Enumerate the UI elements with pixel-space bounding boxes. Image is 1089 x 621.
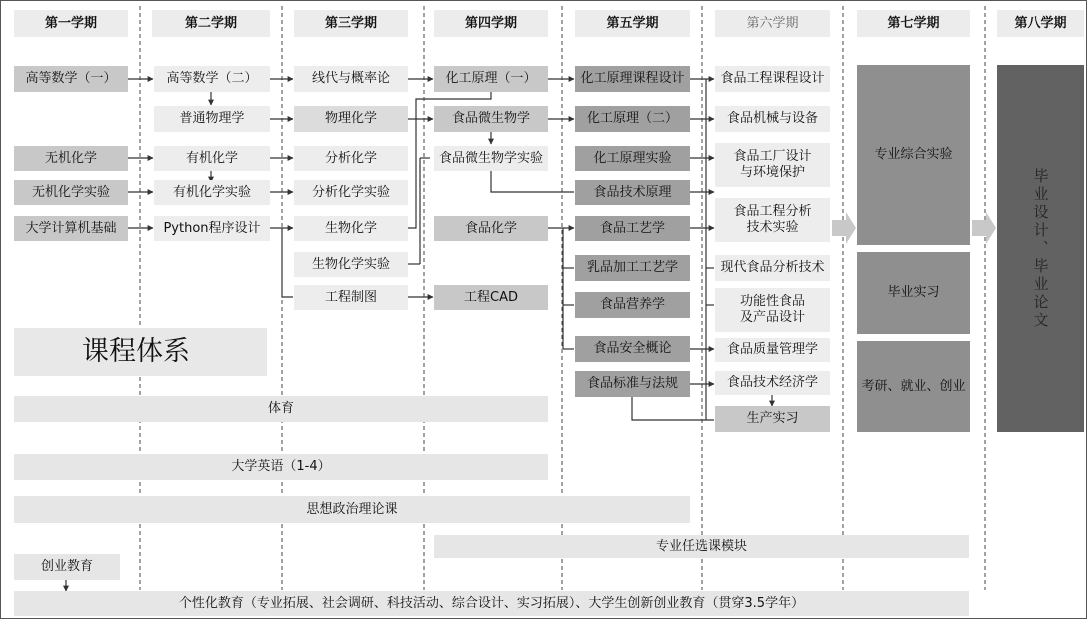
semester-header-8: 第八学期 (997, 10, 1084, 37)
page-title: 课程体系 (14, 328, 267, 376)
course-tech-economics: 食品技术经济学 (715, 371, 830, 395)
semester-header-6: 第六学期 (715, 10, 830, 37)
course-dairy-processing: 乳品加工工艺学 (575, 255, 690, 281)
course-inorganic-lab: 无机化学实验 (14, 180, 128, 205)
course-math2: 高等数学（二） (154, 66, 270, 92)
course-chem-eng-lab: 化工原理实验 (575, 146, 690, 171)
course-biochemistry: 生物化学 (294, 216, 408, 241)
course-inorganic-chem: 无机化学 (14, 146, 128, 171)
course-chem-eng-2: 化工原理（二） (575, 106, 690, 132)
semester-header-2: 第二学期 (152, 10, 270, 37)
course-chem-eng-design: 化工原理课程设计 (575, 66, 690, 92)
course-engineering-cad: 工程CAD (434, 285, 548, 310)
semester-header-4: 第四学期 (434, 10, 548, 37)
course-physical-chem: 物理化学 (294, 106, 408, 132)
course-math1: 高等数学（一） (14, 66, 128, 92)
semester-header-3: 第三学期 (294, 10, 408, 37)
course-analytical-chem: 分析化学 (294, 146, 408, 171)
semester-header-5: 第五学期 (575, 10, 690, 37)
course-food-safety: 食品安全概论 (575, 336, 690, 362)
semester-header-7: 第七学期 (857, 10, 970, 37)
course-linear-probability: 线代与概率论 (294, 66, 408, 92)
course-production-practice: 生产实习 (715, 406, 830, 432)
band-electives: 专业任选课模块 (434, 535, 969, 558)
course-food-micro-lab: 食品微生物学实验 (434, 146, 548, 171)
course-food-nutrition: 食品营养学 (575, 292, 690, 318)
course-factory-design: 食品工厂设计 与环境保护 (715, 143, 830, 187)
course-analytical-lab: 分析化学实验 (294, 180, 408, 205)
course-organic-lab: 有机化学实验 (154, 180, 270, 205)
course-graduation-thesis: 毕业设计、毕业论文 (997, 65, 1084, 432)
band-english: 大学英语（1-4） (14, 454, 548, 480)
course-python: Python程序设计 (154, 216, 270, 241)
course-graduation-internship: 毕业实习 (857, 252, 970, 334)
course-food-microbiology: 食品微生物学 (434, 106, 548, 132)
semester-header-1: 第一学期 (14, 10, 128, 37)
band-personalized-education: 个性化教育（专业拓展、社会调研、科技活动、综合设计、实习拓展）、大学生创新创业教育（贯穿3.5学年） (14, 591, 969, 616)
course-chem-eng-1: 化工原理（一） (434, 66, 548, 92)
course-physics: 普通物理学 (154, 106, 270, 132)
course-quality-management: 食品质量管理学 (715, 338, 830, 362)
course-comprehensive-lab: 专业综合实验 (857, 65, 970, 245)
course-computer-basics: 大学计算机基础 (14, 216, 128, 241)
course-organic-chem: 有机化学 (154, 146, 270, 171)
course-functional-food: 功能性食品 及产品设计 (715, 288, 830, 332)
course-food-analysis-lab: 食品工程分析 技术实验 (715, 198, 830, 242)
course-food-eng-design: 食品工程课程设计 (715, 66, 830, 92)
course-food-processing: 食品工艺学 (575, 216, 690, 241)
course-food-chemistry: 食品化学 (434, 216, 548, 241)
course-engineering-drawing: 工程制图 (294, 285, 408, 310)
course-food-tech-principles: 食品技术原理 (575, 180, 690, 205)
course-food-machinery: 食品机械与设备 (715, 106, 830, 132)
course-food-standards: 食品标准与法规 (575, 371, 690, 397)
band-pe: 体育 (14, 396, 548, 422)
career-paths: 考研、就业、创业 (857, 341, 970, 432)
course-modern-food-analysis: 现代食品分析技术 (715, 255, 830, 281)
band-politics: 思想政治理论课 (14, 496, 690, 523)
band-entrepreneurship: 创业教育 (14, 554, 120, 580)
course-biochem-lab: 生物化学实验 (294, 252, 408, 277)
